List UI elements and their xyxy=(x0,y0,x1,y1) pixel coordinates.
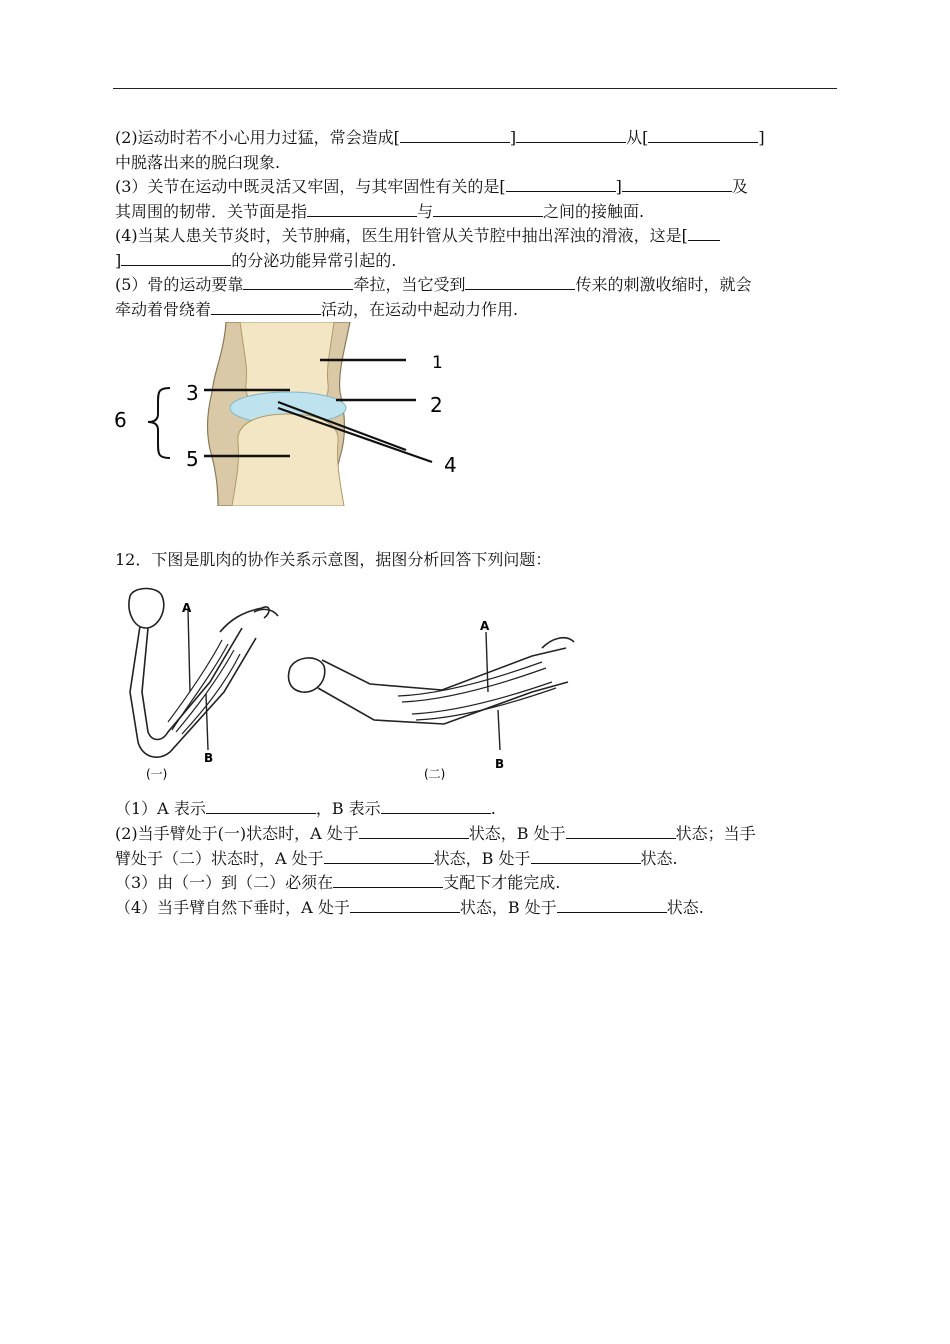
question-11-part3: (3）关节在运动中既灵活又牢固，与其牢固性有关的是[ ] 及 其周围的韧带．关节面是指 与 之间的接触面. xyxy=(115,177,748,221)
question-12-title: 12．下图是肌肉的协作关系示意图，据图分析回答下列问题： xyxy=(115,550,552,569)
label-b1: B xyxy=(204,751,214,765)
brace xyxy=(148,388,170,458)
answer-blank[interactable] xyxy=(516,127,626,143)
label-2: 2 xyxy=(430,393,443,417)
answer-blank[interactable] xyxy=(381,798,491,814)
answer-blank[interactable] xyxy=(350,897,460,913)
answer-blank[interactable] xyxy=(333,872,443,888)
question-12-part2: (2)当手臂处于(一)状态时，A 处于 状态，B 处于 状态；当手 臂处于（二）状态时，A 处于 状态，B 处于 状态. xyxy=(115,824,756,868)
answer-blank[interactable] xyxy=(433,201,543,217)
arm-diagram xyxy=(112,582,582,790)
answer-blank[interactable] xyxy=(206,798,316,814)
answer-blank[interactable] xyxy=(211,299,321,315)
answer-blank[interactable] xyxy=(622,176,732,192)
arm-extended xyxy=(289,638,575,724)
question-11-part4: (4)当某人患关节炎时，关节肿痛，医生用针管从关节腔中抽出浑浊的滑液，这是[ ] 的分泌功能异常引起的. xyxy=(115,224,837,273)
label-1: 1 xyxy=(432,353,443,373)
answer-blank[interactable] xyxy=(324,848,434,864)
answer-blank[interactable] xyxy=(400,127,510,143)
pointer-a1 xyxy=(188,610,190,692)
answer-blank[interactable] xyxy=(566,823,676,839)
answer-blank[interactable] xyxy=(688,225,720,241)
question-12-part4: （4）当手臂自然下垂时，A 处于 状态，B 处于 状态. xyxy=(115,898,704,917)
arm-flexed xyxy=(129,589,278,758)
question-11-part2: (2)运动时若不小心用力过猛，常会造成[ ] 从[ ] 中脱落出来的脱臼现象. xyxy=(115,128,765,172)
answer-blank[interactable] xyxy=(359,823,469,839)
pointer-b1 xyxy=(206,694,208,750)
answer-blank[interactable] xyxy=(307,201,417,217)
pointer-b2 xyxy=(498,710,500,750)
label-6: 6 xyxy=(114,408,127,432)
answer-blank[interactable] xyxy=(557,897,667,913)
question-11-part5: (5）骨的运动要靠 牵拉，当它受到 传来的刺激收缩时，就会 牵动着骨绕着 活动，在运动中起动力作用. xyxy=(115,275,752,319)
joint-diagram xyxy=(108,322,478,506)
header-rule xyxy=(113,88,837,89)
answer-blank[interactable] xyxy=(531,848,641,864)
label-3: 3 xyxy=(186,381,199,405)
caption-1: (一) xyxy=(146,767,168,781)
answer-blank[interactable] xyxy=(506,176,616,192)
lower-bone xyxy=(232,414,344,506)
pointer-a2 xyxy=(486,632,488,692)
label-5: 5 xyxy=(186,447,199,471)
answer-blank[interactable] xyxy=(121,250,231,266)
label-a1: A xyxy=(182,601,192,615)
label-a2: A xyxy=(480,619,490,633)
question-12-part1: （1）A 表示 ，B 表示 . xyxy=(115,799,496,818)
answer-blank[interactable] xyxy=(465,274,575,290)
answer-blank[interactable] xyxy=(648,127,758,143)
label-4: 4 xyxy=(444,453,457,477)
label-b2: B xyxy=(495,757,505,771)
answer-blank[interactable] xyxy=(243,274,353,290)
question-12-part3: （3）由（一）到（二）必须在 支配下才能完成. xyxy=(115,873,561,892)
caption-2: (二) xyxy=(424,767,446,781)
